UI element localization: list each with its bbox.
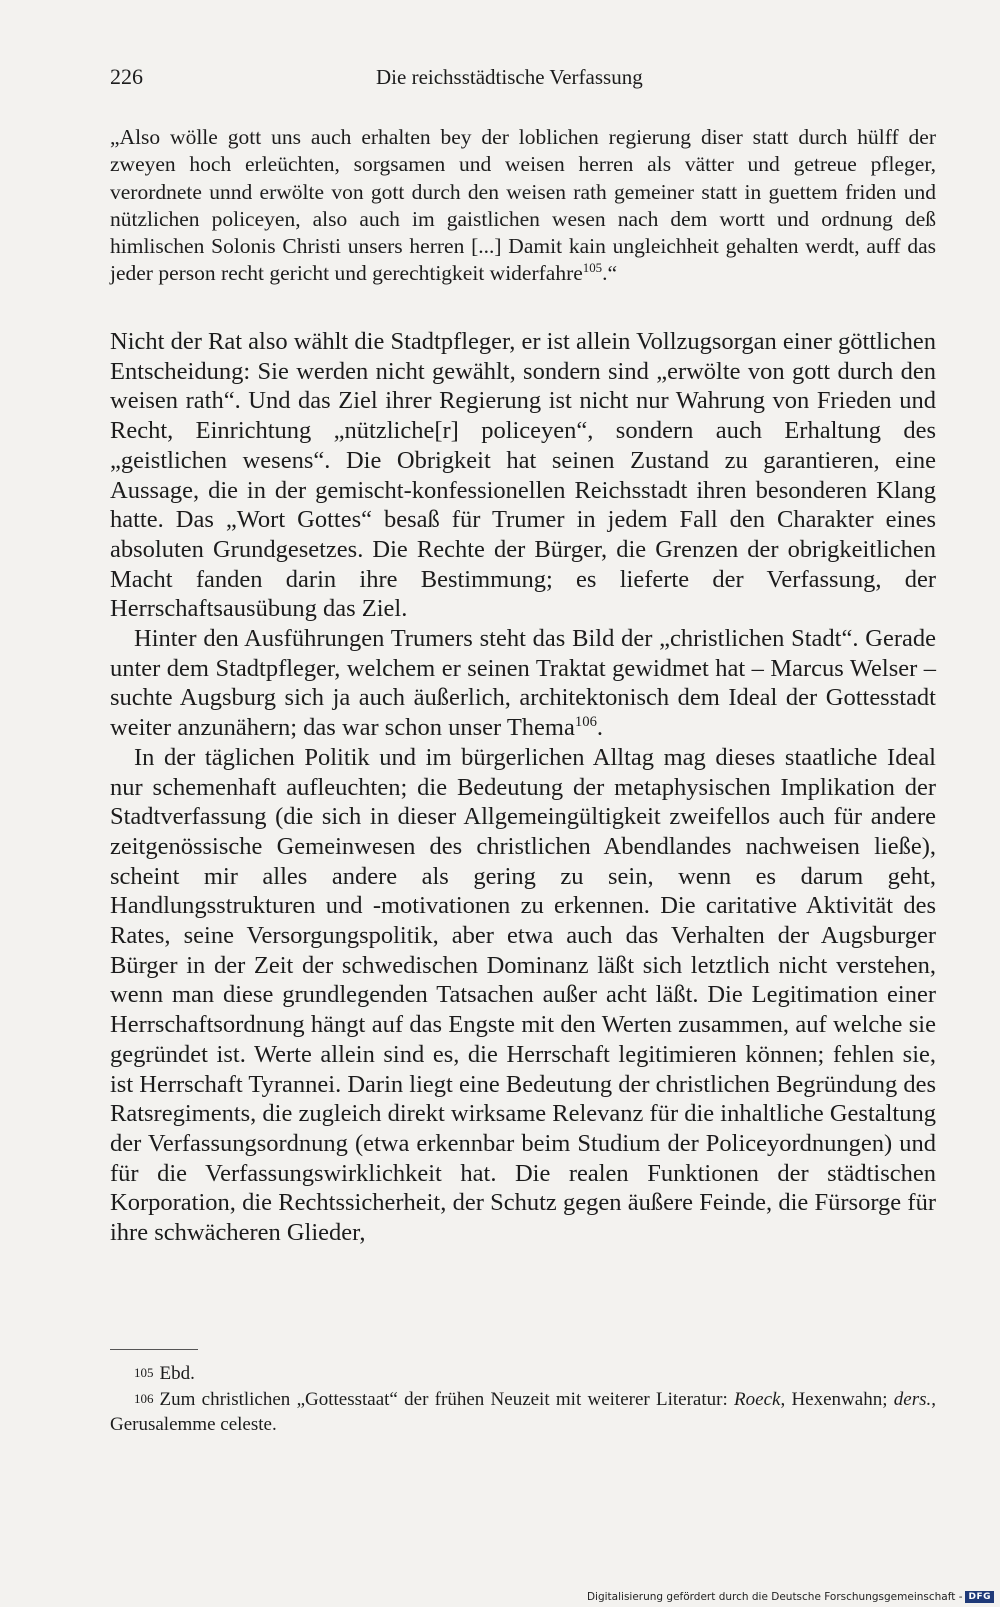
paragraph-1: Nicht der Rat also wählt die Stadtpfleger, er ist allein Vollzugsorgan einer göttlichen Entscheidung: Sie werden nicht gewählt, sondern sind „erwölte von gott durch den weisen rath“. Und das Ziel ihrer Regierung ist nicht nur Wahrung von Frieden und Recht, Einrichtung „nützliche[r] policeyen“, sondern auch Erhaltung des „geistlichen wesens“. Die Obrigkeit hat seinen Zustand zu garantieren, eine Aussage, die in der gemischt-konfessionellen Reichsstadt ihren besonderen Klang hatte. Das „Wort Gottes“ besaß für Trumer in jedem Fall den Charakter eines absoluten Grundgesetzes. Die Rechte der Bürger, die Grenzen der obrigkeitlichen Macht fanden darin ihre Bestimmung; es lieferte der Verfassung, der Herrschaftsausübung das Ziel. xyxy=(110,328,936,623)
footnote-author: Roeck xyxy=(734,1389,781,1410)
dfg-logo: DFG xyxy=(965,1591,994,1603)
paragraph-2-text: Hinter den Ausführungen Trumers steht das Bild der „christlichen Stadt“. Gerade unter dem Stadtpfleger, welchem er seinen Traktat gewidmet hat – Marcus Welser – suchte Augsburg sich ja auch äußerlich, architektonisch dem Ideal der Gottesstadt weiter anzunähern; das war schon unser Thema xyxy=(110,625,936,742)
running-title: Die reichsstädtische Verfassung xyxy=(376,65,643,89)
body-text xyxy=(110,327,936,1248)
block-quote xyxy=(110,124,936,288)
footnote-105 xyxy=(110,1360,936,1386)
footnotes xyxy=(110,1360,936,1437)
footnote-ders: ders. xyxy=(893,1389,932,1410)
credit-text: Digitalisierung gefördert durch die Deutsche Forschungsgemeinschaft - xyxy=(586,1591,963,1603)
footnote-divider xyxy=(110,1349,198,1350)
footnote-text: , Gerusalemme celeste. xyxy=(110,1389,936,1435)
running-header xyxy=(110,64,936,94)
paragraph-3: In der täglichen Politik und im bürgerlichen Alltag mag dieses staatliche Ideal nur schemenhaft aufleuchten; die Bedeutung der metaphysischen Implikation der Stadtverfassung (die sich in dieser Allgemeingültigkeit zweifellos auch für andere zeitgenössische Gemeinwesen des christlichen Abendlandes nachweisen ließe), scheint mir alles andere als gering zu sein, wenn es darum geht, Handlungsstrukturen und -motivationen zu erkennen. Die caritative Aktivität des Rates, seine Versorgungspolitik, aber etwa auch das Verhalten der Augsburger Bürger in der Zeit der schwedischen Dominanz läßt sich letztlich nicht verstehen, wenn man diese grundlegenden Tatsachen außer acht läßt. Die Legitimation einer Herrschaftsordnung hängt auf das Engste mit den Werten zusammen, auf welche sie gegründet ist. Werte allein sind es, die Herrschaft legitimieren können; fehlen sie, ist Herrschaft Tyrannei. Darin liegt eine Bedeutung der christlichen Begründung des Ratsregiments, die zugleich direkt wirksame Relevanz für die inhaltliche Gestaltung der Verfassungsordnung (etwa erkennbar beim Studium der Policeyordnungen) und für die Verfassungswirklichkeit hat. Die realen Funktionen der städtischen Korporation, die Rechtssicherheit, der Schutz gegen äußere Feinde, die Fürsorge für ihre schwächeren Glieder, xyxy=(110,743,936,1247)
paragraph-2 xyxy=(110,624,936,743)
digitization-credit xyxy=(587,1591,994,1603)
footnote-106 xyxy=(110,1386,936,1437)
paragraph-2-tail: . xyxy=(596,714,604,742)
quote-text: „Also wölle gott uns auch erhalten bey der loblichen regierung diser statt durch hülff der zweyen hoch erleüchten, sorgsamen und weisen herren als vätter und getreue pfleger, verordnete unnd erwölte von gott durch den weisen rath gemeiner statt in guettem friden und nützlichen policeyen, also auch im gaistlichen wesen nach dem wortt und ordnung deß himlischen Solonis Christi unsers herren [...] Damit kain ungleichheit gehalten werdt, auff das jeder person recht gericht und gerechtigkeit widerfahre xyxy=(110,125,936,286)
footnote-number: 106 xyxy=(134,1391,154,1406)
footnote-number: 105 xyxy=(134,1365,154,1380)
quote-tail: .“ xyxy=(602,261,618,286)
footnote-ref-106[interactable]: 106 xyxy=(574,713,597,730)
footnote-ref-105[interactable]: 105 xyxy=(582,261,603,276)
footnote-text: Ebd. xyxy=(159,1363,195,1384)
footnote-text: Zum christlichen „Gottesstaat“ der frühen Neuzeit mit weiterer Literatur: xyxy=(159,1389,735,1410)
footnote-text: , Hexenwahn; xyxy=(780,1389,894,1410)
page-number: 226 xyxy=(110,64,143,89)
